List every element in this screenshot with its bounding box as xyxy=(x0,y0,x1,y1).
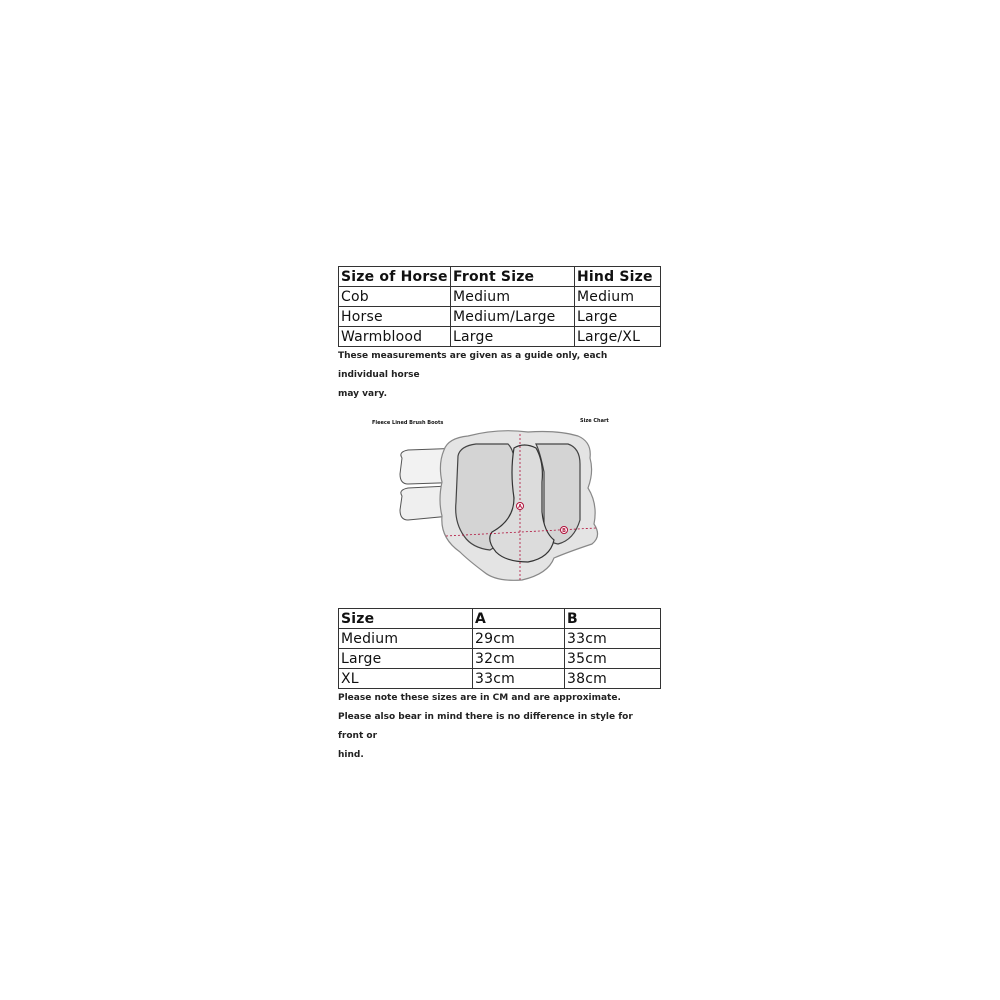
header-front-size: Front Size xyxy=(451,267,575,287)
table-cell: Large xyxy=(451,327,575,347)
table-header-row xyxy=(339,609,661,629)
measurement-table xyxy=(338,608,661,689)
measurement-section xyxy=(338,608,660,765)
table-cell: 38cm xyxy=(565,669,661,689)
marker-b-label: B xyxy=(562,528,566,534)
table-cell: 32cm xyxy=(473,649,565,669)
header-size-of-horse: Size of Horse xyxy=(339,267,451,287)
table-cell: Medium/Large xyxy=(451,307,575,327)
diagram-title: Fleece Lined Brush Boots xyxy=(372,420,444,426)
table-cell: 33cm xyxy=(473,669,565,689)
table-row xyxy=(339,669,661,689)
table-cell: Horse xyxy=(339,307,451,327)
horse-size-table xyxy=(338,266,661,347)
table-cell: 33cm xyxy=(565,629,661,649)
table-cell: Cob xyxy=(339,287,451,307)
table-row xyxy=(339,649,661,669)
guide-note-line: These measurements are given as a guide only, each individual horse xyxy=(338,351,608,380)
table-cell: Large/XL xyxy=(575,327,661,347)
table-cell: Medium xyxy=(339,629,473,649)
table-cell: Warmblood xyxy=(339,327,451,347)
header-a: A xyxy=(473,609,565,629)
table-cell: Medium xyxy=(451,287,575,307)
boot-illustration xyxy=(368,412,630,588)
table-row xyxy=(339,287,661,307)
marker-a-label: A xyxy=(518,504,522,510)
table-cell: 35cm xyxy=(565,649,661,669)
style-note-line: Please also bear in mind there is no difference in style for front or xyxy=(338,712,633,741)
style-note-line: hind. xyxy=(338,750,364,760)
table-cell: Large xyxy=(339,649,473,669)
table-cell: 29cm xyxy=(473,629,565,649)
header-b: B xyxy=(565,609,661,629)
table-header-row xyxy=(339,267,661,287)
guide-note-line: may vary. xyxy=(338,389,388,399)
table-cell: XL xyxy=(339,669,473,689)
table-row xyxy=(339,629,661,649)
header-hind-size: Hind Size xyxy=(575,267,661,287)
table-row xyxy=(339,307,661,327)
table-row xyxy=(339,327,661,347)
size-chart-label: Size Chart xyxy=(580,418,609,424)
header-size: Size xyxy=(339,609,473,629)
cm-note-line: Please note these sizes are in CM and are approximate. xyxy=(338,693,621,703)
table-cell: Medium xyxy=(575,287,661,307)
horse-size-section xyxy=(338,266,660,404)
brush-boot-diagram xyxy=(368,412,630,588)
table-cell: Large xyxy=(575,307,661,327)
